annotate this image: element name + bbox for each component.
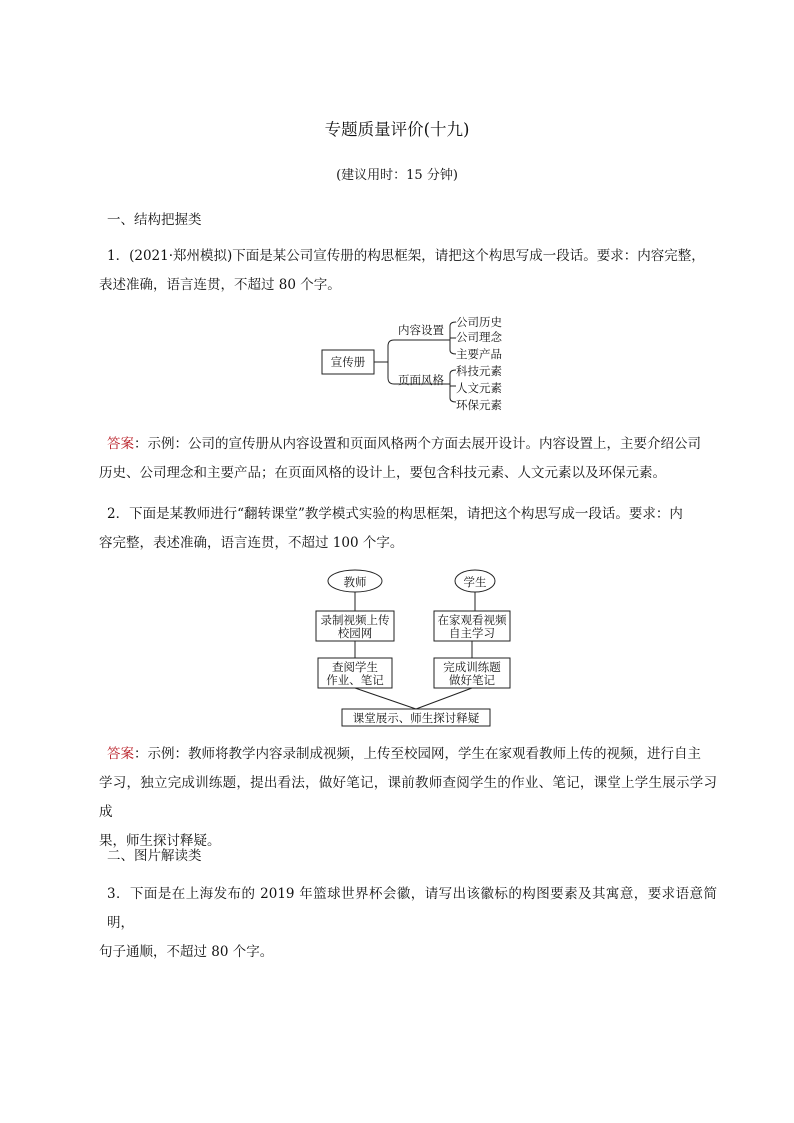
section-heading-structure: 一、结构把握类 <box>107 212 202 228</box>
answer-1-line-2: 历史、公司理念和主要产品；在页面风格的设计上，要包含科技元素、人文元素以及环保元素。 <box>99 465 666 481</box>
question-3-line-1: 3．下面是在上海发布的 2019 年篮球世界杯会徽，请写出该徽标的构图要素及其寓意，要求语意简明， <box>107 886 717 931</box>
student-step-2-line-2: 做好笔记 <box>449 673 495 687</box>
question-2-line-1: 2．下面是某教师进行“翻转课堂”教学模式实验的构思框架，请把这个构思写成一段话。要求：内 <box>107 506 683 522</box>
student-step-1-line-2: 自主学习 <box>449 626 495 640</box>
section-heading-image: 二、图片解读类 <box>107 848 202 864</box>
flipped-classroom-diagram <box>310 566 510 731</box>
answer-1 <box>99 430 717 488</box>
teacher-step-2-line-2: 作业、笔记 <box>326 673 384 687</box>
page-title: 专题质量评价(十九) <box>324 120 470 139</box>
item-main-products: 主要产品 <box>456 347 502 361</box>
item-tech-elements: 科技元素 <box>456 364 502 378</box>
root-label: 宣传册 <box>330 355 366 369</box>
teacher-step-2-line-1: 查阅学生 <box>332 660 378 674</box>
item-humanities-elements: 人文元素 <box>456 381 502 395</box>
answer-2 <box>99 740 717 856</box>
classroom-discussion-label: 课堂展示、师生探讨释疑 <box>352 711 480 725</box>
question-2-line-2: 容完整，表述准确，语言连贯，不超过 100 个字。 <box>99 535 404 551</box>
item-company-philosophy: 公司理念 <box>456 330 502 344</box>
question-3 <box>99 880 717 967</box>
question-2 <box>99 500 717 558</box>
answer-2-line-2: 学习，独立完成训练题，提出看法，做好笔记，课前教师查阅学生的作业、笔记，课堂上学生展示学习成 <box>99 775 717 820</box>
teacher-label: 教师 <box>343 575 367 589</box>
question-1-line-1: 1．(2021·郑州模拟)下面是某公司宣传册的构思框架，请把这个构思写成一段话。要求：内容完整， <box>107 248 705 264</box>
time-suggestion: (建议用时：15 分钟) <box>336 168 458 183</box>
teacher-step-1-line-2: 校园网 <box>337 626 373 640</box>
answer-2-label: 答案 <box>107 746 134 762</box>
answer-1-label: 答案 <box>107 436 134 452</box>
answer-2-line-3: 果，师生探讨释疑。 <box>99 833 221 849</box>
question-1-line-2: 表述准确，语言连贯，不超过 80 个字。 <box>99 277 341 293</box>
answer-2-line-1: ：示例：教师将教学内容录制成视频，上传至校园网，学生在家观看教师上传的视频，进行自主 <box>134 746 701 762</box>
student-step-1-line-1: 在家观看视频 <box>437 613 507 627</box>
question-1 <box>99 242 717 300</box>
item-eco-elements: 环保元素 <box>456 398 502 412</box>
brochure-framework-diagram <box>310 310 520 420</box>
answer-1-line-1: ：示例：公司的宣传册从内容设置和页面风格两个方面去展开设计。内容设置上，主要介绍公司 <box>134 436 701 452</box>
item-company-history: 公司历史 <box>456 315 502 329</box>
student-label: 学生 <box>463 575 487 589</box>
branch-content-settings: 内容设置 <box>398 323 444 337</box>
teacher-step-1-line-1: 录制视频上传 <box>320 613 390 627</box>
student-step-2-line-1: 完成训练题 <box>443 660 501 674</box>
branch-page-style: 页面风格 <box>398 373 444 387</box>
question-3-line-2: 句子通顺，不超过 80 个字。 <box>99 944 274 960</box>
